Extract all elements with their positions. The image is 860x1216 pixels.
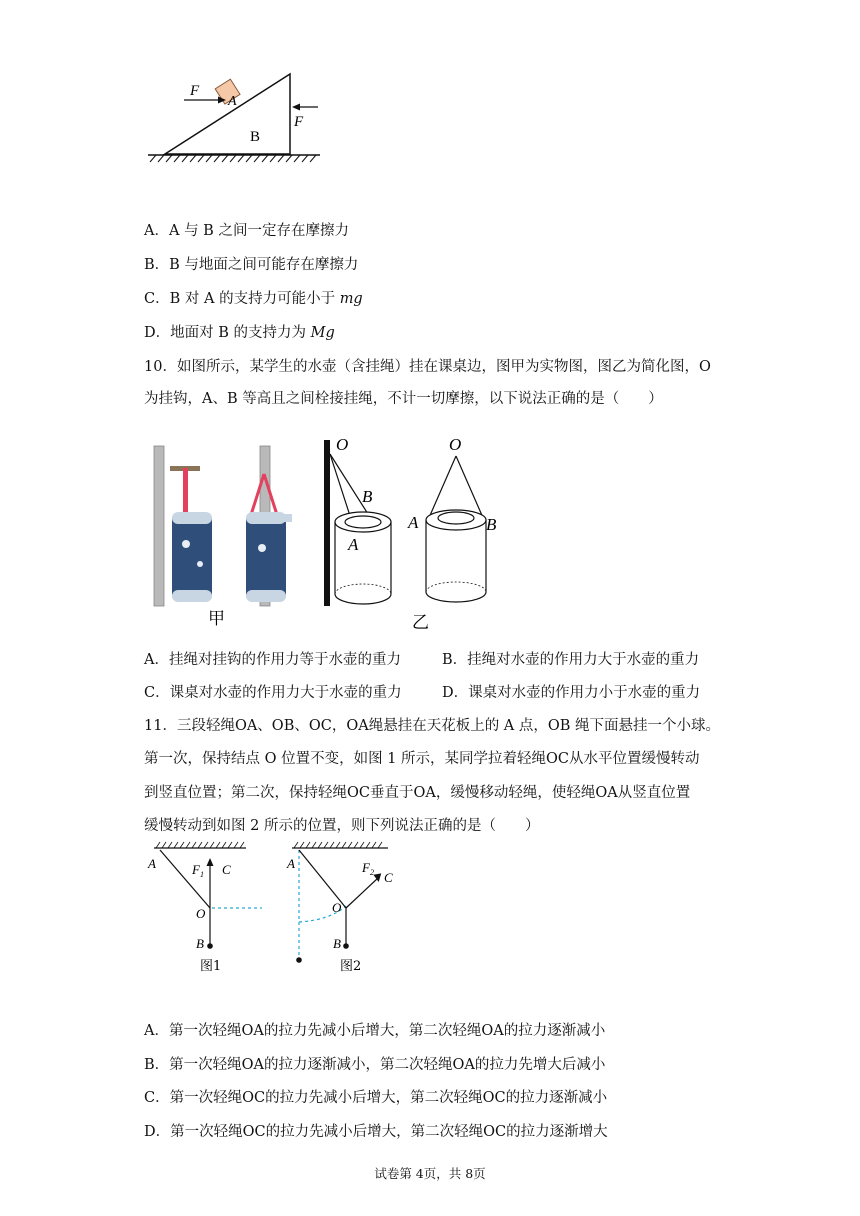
kettle-photo2 <box>246 512 286 602</box>
fig1-label-f1: $F_1$ <box>192 862 204 879</box>
fig1-label-a: A <box>148 856 156 871</box>
q11-stem-line2: 第一次，保持结点 O 位置不变，如图 1 所示，某同学拉着轻绳OC从水平位置缓慢转动 <box>144 751 700 767</box>
q9-option-c: C．B 对 A 的支持力可能小于 mg <box>144 291 363 307</box>
kettle-photo1 <box>172 512 212 602</box>
ground-hatch <box>150 155 316 162</box>
page-footer: 试卷第 4页，共 8页 <box>374 1166 486 1181</box>
fig2-label-b: B <box>333 936 341 951</box>
q11-stem-line1: 11．三段轻绳OA、OB、OC，OA绳悬挂在天花板上的 A 点，OB 绳下面悬挂一个小球。 <box>144 718 721 734</box>
fig2-label-f2: $F_2$ <box>362 860 374 877</box>
q11-option-d: D．第一次轻绳OC的拉力先减小后增大，第二次轻绳OC的拉力逐渐增大 <box>144 1124 608 1140</box>
desk-edge <box>324 440 330 606</box>
incline-figure <box>140 62 340 172</box>
fig2-label-o: O <box>332 900 342 915</box>
fig2-label-c: C <box>384 870 393 885</box>
label-o-1: O <box>336 435 349 454</box>
desk-edge-photo1 <box>154 446 164 606</box>
fig1-label-o: O <box>196 906 206 921</box>
label-yi: 乙 <box>412 613 429 633</box>
q10-option-a: A．挂绳对挂钩的作用力等于水壶的重力 <box>144 652 401 668</box>
force-label-right: F <box>294 114 304 130</box>
fig1-label-c: C <box>222 862 231 877</box>
rope-oa-1 <box>160 850 210 908</box>
q9-option-a: A．A 与 B 之间一定存在摩擦力 <box>144 223 349 239</box>
kettle-figure <box>148 432 508 632</box>
force-label-left: F <box>190 83 200 99</box>
label-a-1: A <box>348 535 359 554</box>
q11-stem-line3: 到竖直位置；第二次，保持轻绳OC垂直于OA，缓慢移动轻绳，使轻绳OA从竖直位置 <box>144 785 691 801</box>
fig1-label-b: B <box>196 936 204 951</box>
q10-option-b: B．挂绳对水壶的作用力大于水壶的重力 <box>442 652 700 668</box>
q11-stem-line4: 缓慢转动到如图 2 所示的位置，则下列说法正确的是（ ） <box>144 818 540 834</box>
block-a-label: A <box>228 94 237 109</box>
fig2-caption: 图2 <box>340 959 362 974</box>
label-b-2: B <box>486 515 497 534</box>
q9-option-b: B．B 与地面之间可能存在摩擦力 <box>144 257 359 273</box>
fig1-caption: 图1 <box>200 959 222 974</box>
q10-option-c: C．课桌对水壶的作用力大于水壶的重力 <box>144 685 402 701</box>
q10-stem-line2: 为挂钩，A、B 等高且之间栓接挂绳，不计一切摩擦，以下说法正确的是（ ） <box>144 391 663 407</box>
label-b-1: B <box>362 487 373 506</box>
rope-oc-2 <box>346 878 378 908</box>
wedge-label: B <box>250 129 261 145</box>
q11-option-a: A．第一次轻绳OA的拉力先减小后增大，第二次轻绳OA的拉力逐渐减小 <box>144 1023 606 1039</box>
q10-stem-line1: 10．如图所示，某学生的水壶（含挂绳）挂在课桌边，图甲为实物图，图乙为简化图，O <box>144 359 711 375</box>
label-jia: 甲 <box>208 609 225 629</box>
q11-option-c: C．第一次轻绳OC的拉力先减小后增大，第二次轻绳OC的拉力逐渐减小 <box>144 1090 608 1106</box>
q9-option-d: D．地面对 B 的支持力为 Mg <box>144 325 335 341</box>
q11-option-b: B．第一次轻绳OA的拉力逐渐减小，第二次轻绳OA的拉力先增大后减小 <box>144 1057 606 1073</box>
fig2-label-a: A <box>287 856 295 871</box>
label-o-2: O <box>449 435 462 454</box>
rope-figure <box>140 842 393 977</box>
q10-option-d: D．课桌对水壶的作用力小于水壶的重力 <box>442 685 701 701</box>
label-a-2: A <box>408 513 419 532</box>
